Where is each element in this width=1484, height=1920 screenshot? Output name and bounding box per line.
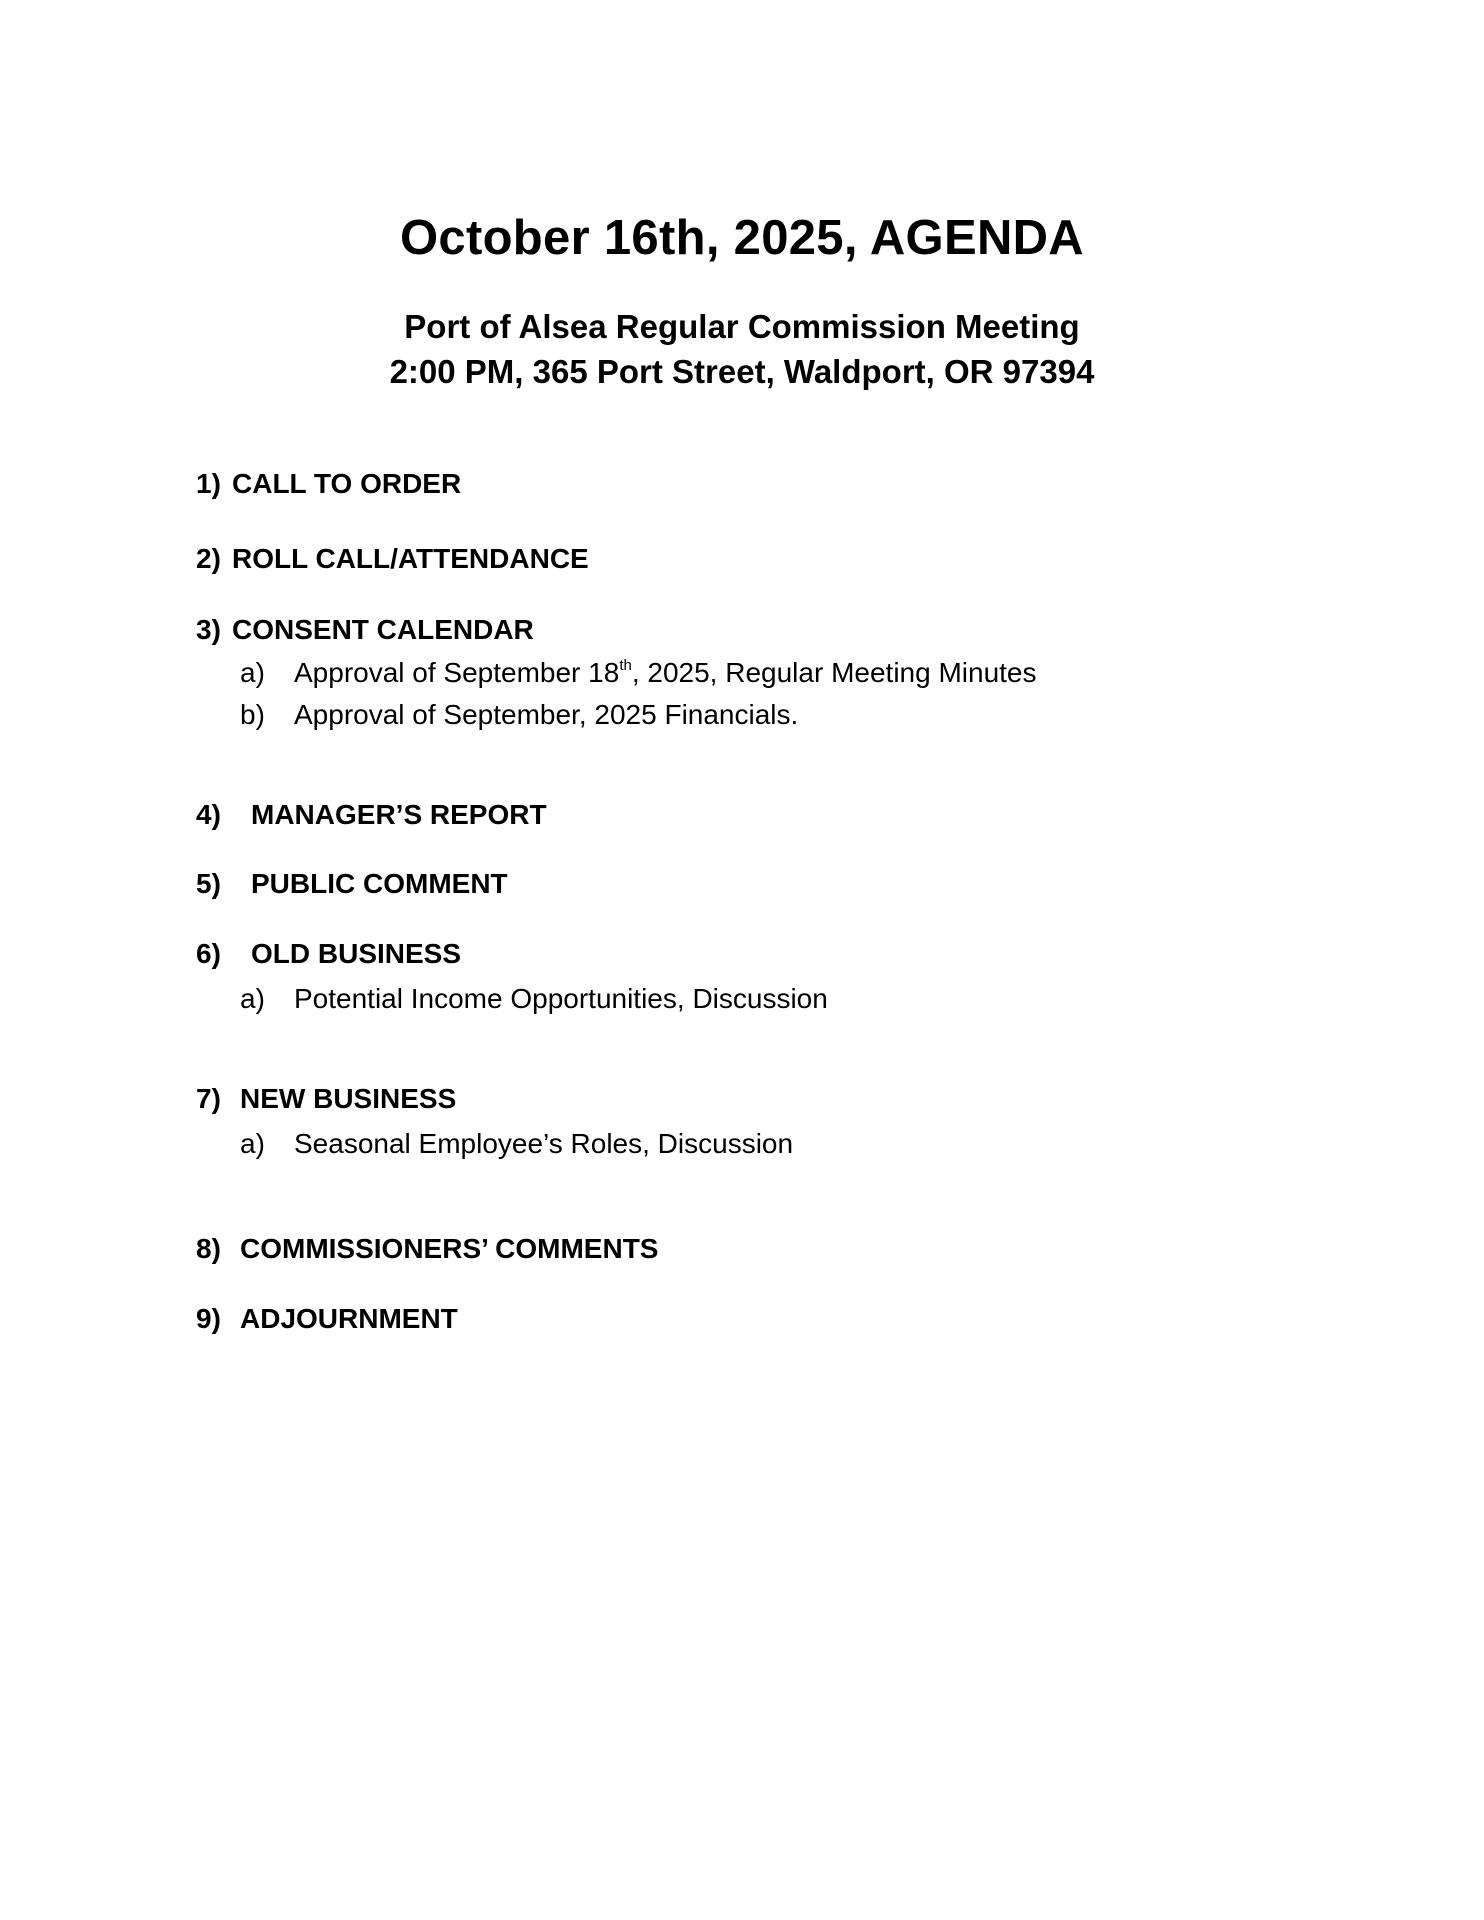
subitem-letter: b): [240, 699, 265, 730]
page-title: October 16th, 2025, AGENDA: [399, 211, 1084, 265]
item-number: 5): [196, 868, 221, 899]
agenda-item-commissioners-comments: [196, 1231, 658, 1267]
item-label: CALL TO ORDER: [232, 468, 462, 499]
item-number: 1): [196, 468, 221, 499]
item-number: 9): [196, 1303, 221, 1334]
item-label: COMMISSIONERS’ COMMENTS: [240, 1233, 659, 1264]
agenda-item-new-business: [196, 1081, 456, 1117]
item-number: 3): [196, 614, 221, 645]
item-number: 7): [196, 1083, 221, 1114]
consent-subitem-financials: [240, 697, 798, 733]
item-number: 6): [196, 938, 221, 969]
item-label: CONSENT CALENDAR: [232, 614, 534, 645]
item-label: PUBLIC COMMENT: [251, 868, 508, 899]
subitem-text: Approval of September 18th, 2025, Regular Meeting Minutes: [294, 656, 1037, 688]
meeting-time-location: 2:00 PM, 365 Port Street, Waldport, OR 97394: [389, 353, 1095, 390]
item-number: 8): [196, 1233, 221, 1264]
old-business-subitem: [240, 981, 828, 1017]
subitem-letter: a): [240, 983, 265, 1014]
item-label: MANAGER’S REPORT: [251, 799, 547, 830]
subitem-text: Seasonal Employee’s Roles, Discussion: [294, 1128, 794, 1159]
subitem-text: Potential Income Opportunities, Discussion: [294, 983, 828, 1014]
new-business-subitem: [240, 1126, 793, 1162]
agenda-item-consent-calendar: [196, 612, 534, 648]
subitem-letter: a): [240, 657, 265, 688]
agenda-item-managers-report: [196, 797, 547, 833]
item-number: 4): [196, 799, 221, 830]
agenda-item-old-business: [196, 936, 461, 972]
item-number: 2): [196, 543, 221, 574]
item-label: ROLL CALL/ATTENDANCE: [232, 543, 589, 574]
item-label: ADJOURNMENT: [240, 1303, 458, 1334]
agenda-item-adjournment: [196, 1301, 458, 1337]
consent-subitem-minutes: [240, 655, 1037, 691]
agenda-item-roll-call: [196, 541, 589, 577]
meeting-name: Port of Alsea Regular Commission Meeting: [404, 308, 1080, 345]
item-label: OLD BUSINESS: [251, 938, 462, 969]
agenda-item-public-comment: [196, 866, 508, 902]
subitem-letter: a): [240, 1128, 265, 1159]
agenda-item-call-to-order: [196, 466, 461, 502]
subitem-text: Approval of September, 2025 Financials.: [294, 699, 799, 730]
item-label: NEW BUSINESS: [240, 1083, 457, 1114]
